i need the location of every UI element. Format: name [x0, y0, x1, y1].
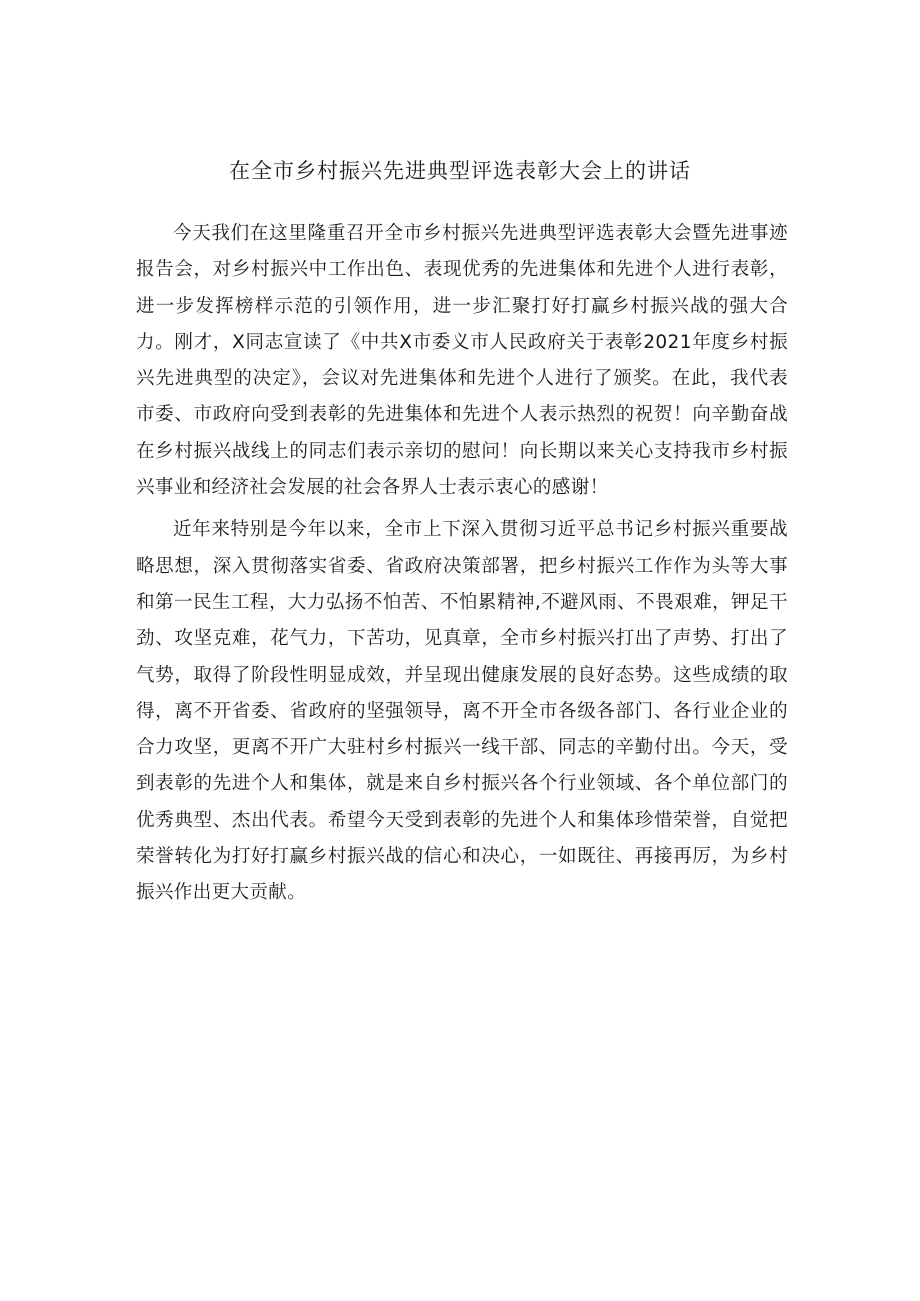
document-title: 在全市乡村振兴先进典型评选表彰大会上的讲话: [229, 159, 691, 183]
paragraph-2: 近年来特别是今年以来，全市上下深入贯彻习近平总书记乡村振兴重要战略思想，深入贯彻落实省委、省政府决策部署，把乡村振兴工作作为头等大事和第一民生工程，大力弘扬不怕苦、不怕累精神,不避风雨、不畏艰难，钾足干劲、攻坚克难，花气力，下苦功，见真章，全市乡村振兴打出了声势、打出了气势，取得了阶段性明显成效，并呈现出健康发展的良好态势。这些成绩的取得，离不开省委、省政府的坚强领导，离不开全市各级各部门、各行业企业的合力攻坚，更离不开广大驻村乡村振兴一线干部、同志的辛勤付出。今天，受到表彰的先进个人和集体，就是来自乡村振兴各个行业领域、各个单位部门的优秀典型、杰出代表。希望今天受到表彰的先进个人和集体珍惜荣誉，自觉把荣誉转化为打好打赢乡村振兴战的信心和决心，一如既往、再接再厉，为乡村振兴作出更大贡献。: [136, 519, 788, 904]
paragraph-1: 今天我们在这里隆重召开全市乡村振兴先进典型评选表彰大会暨先进事迹报告会，对乡村振兴中工作出色、表现优秀的先进集体和先进个人进行表彰，进一步发挥榜样示范的引领作用，进一步汇聚打好打赢乡村振兴战的强大合力。刚才，X同志宣读了《中共X市委义市人民政府关于表彰2021年度乡村振兴先进典型的决定》，会议对先进集体和先进个人进行了颁奖。在此，我代表市委、市政府向受到表彰的先进集体和先进个人表示热烈的祝贺！向辛勤奋战在乡村振兴战线上的同志们表示亲切的慰问！向长期以来关心支持我市乡村振兴事业和经济社会发展的社会各界人士表示衷心的感谢！: [136, 223, 788, 499]
document-body: [136, 216, 788, 918]
